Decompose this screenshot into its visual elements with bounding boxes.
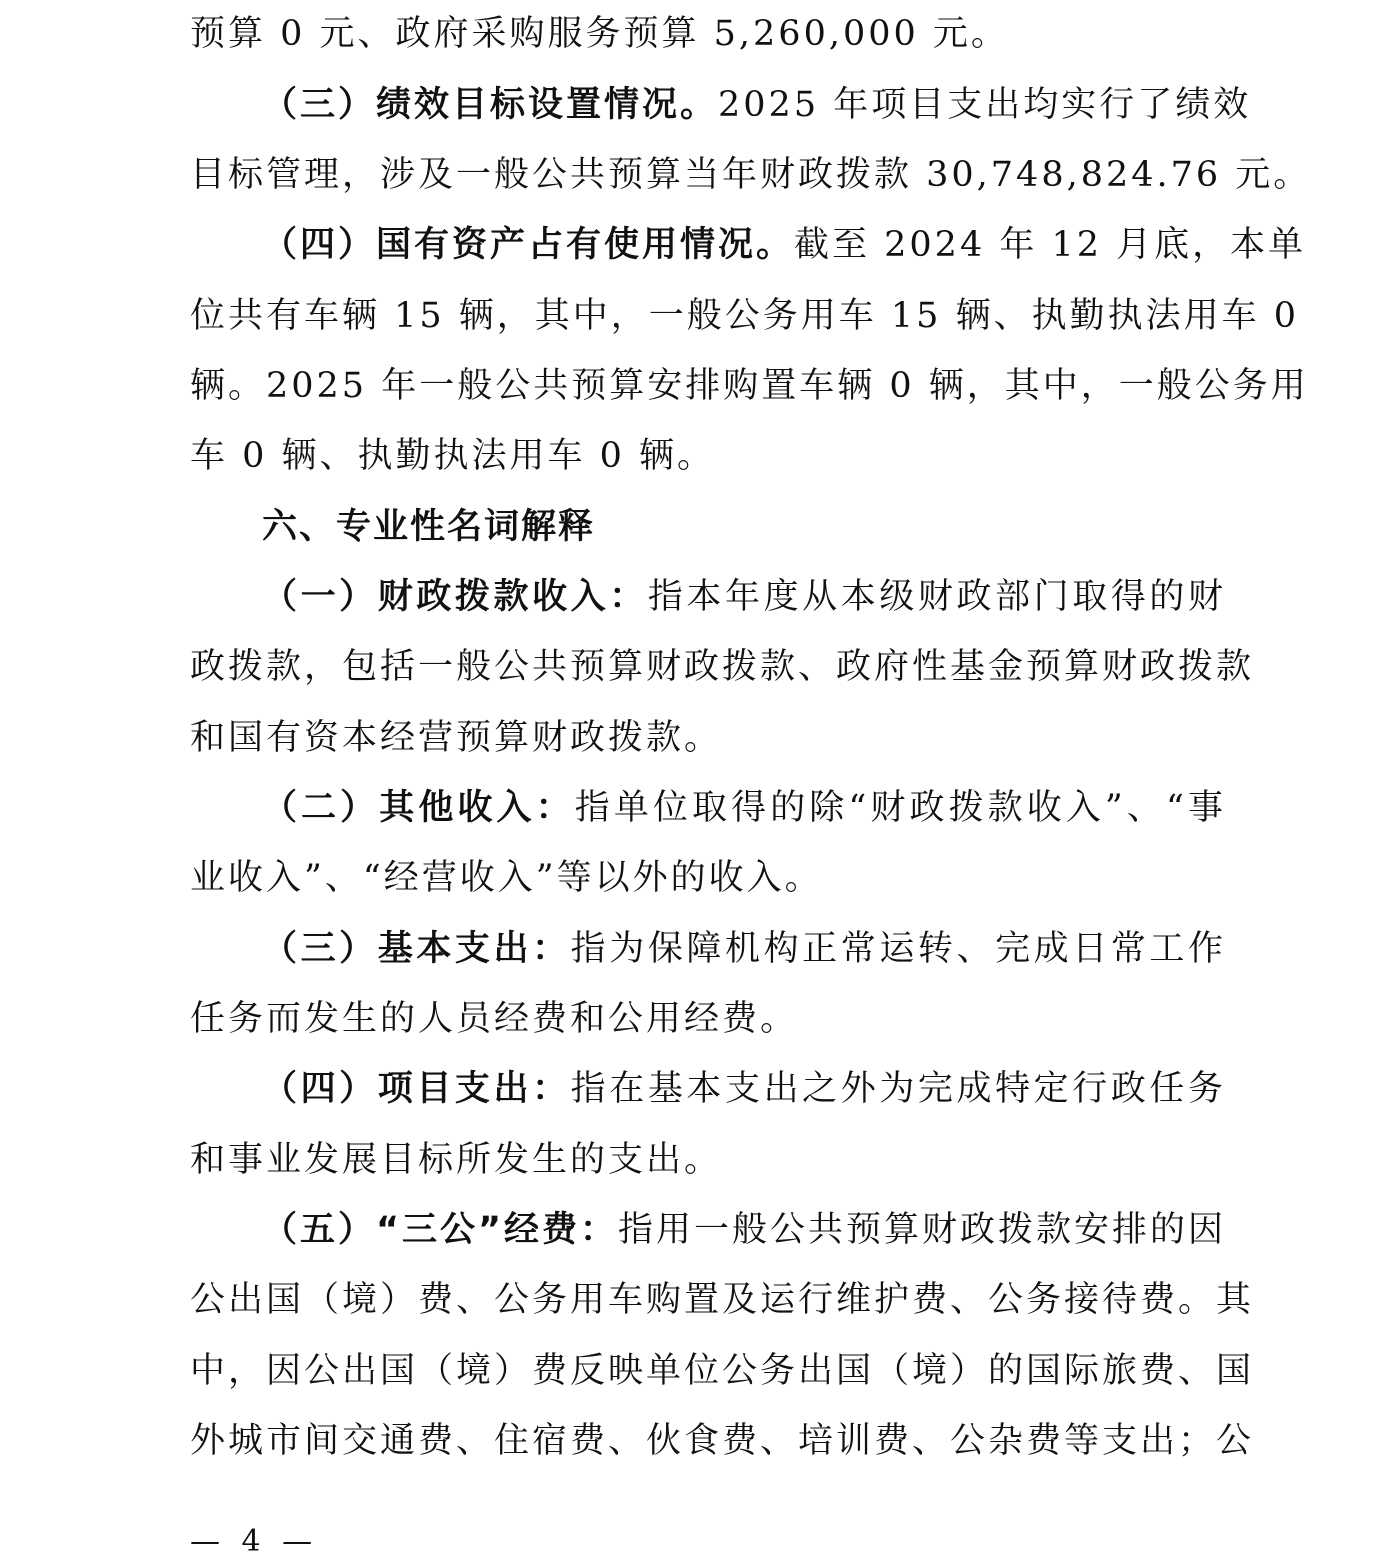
line-text: 中，因公出国（境）费反映单位公务出国（境）的国际旅费、国 bbox=[190, 1351, 1255, 1391]
body-line-11 bbox=[190, 716, 1226, 760]
line-text: 政拨款，包括一般公共预算财政拨款、政府性基金预算财政拨款 bbox=[190, 647, 1255, 687]
body-line-20 bbox=[190, 1349, 1255, 1393]
body-line-1 bbox=[190, 12, 1226, 56]
body-line-4 bbox=[190, 223, 1307, 267]
body-line-12 bbox=[190, 786, 1226, 830]
body-line-9 bbox=[190, 575, 1226, 619]
line-text: 截至 2024 年 12 月底，本单 bbox=[794, 225, 1307, 265]
line-text: 指为保障机构正常运转、完成日常工作 bbox=[570, 929, 1226, 969]
line-text: 位共有车辆 15 辆，其中，一般公务用车 15 辆、执勤执法用车 0 bbox=[190, 296, 1299, 336]
body-line-2 bbox=[190, 83, 1252, 127]
term-title: （三）基本支出： bbox=[262, 929, 571, 969]
body-line-17 bbox=[190, 1138, 1226, 1182]
line-text: 指用一般公共预算财政拨款安排的因 bbox=[618, 1210, 1227, 1250]
line-text: 车 0 辆、执勤执法用车 0 辆。 bbox=[190, 436, 716, 476]
term-title: （二）其他收入： bbox=[262, 788, 575, 828]
subsection-title: （四）国有资产占有使用情况。 bbox=[262, 225, 795, 265]
body-line-3 bbox=[190, 153, 1312, 197]
line-text: 公出国（境）费、公务用车购置及运行维护费、公务接待费。其 bbox=[190, 1280, 1255, 1320]
body-line-13 bbox=[190, 856, 1226, 900]
body-line-6 bbox=[190, 364, 1309, 408]
body-line-18 bbox=[190, 1208, 1226, 1252]
line-text: 业收入”、“经营收入”等以外的收入。 bbox=[190, 858, 823, 898]
body-line-5 bbox=[190, 294, 1299, 338]
line-text: 任务而发生的人员经费和公用经费。 bbox=[190, 999, 799, 1039]
page-number: — 4 — bbox=[190, 1524, 319, 1559]
body-line-21 bbox=[190, 1419, 1255, 1463]
body-line-14 bbox=[190, 927, 1226, 971]
line-text: 预算 0 元、政府采购服务预算 5,260,000 元。 bbox=[190, 14, 1009, 54]
line-text: 指单位取得的除“财政拨款收入”、“事 bbox=[574, 788, 1226, 828]
term-title: （五）“三公”经费： bbox=[262, 1210, 619, 1250]
line-text: 和国有资本经营预算财政拨款。 bbox=[190, 718, 723, 758]
body-line-15 bbox=[190, 997, 1226, 1041]
line-text: 目标管理，涉及一般公共预算当年财政拨款 30,748,824.76 元。 bbox=[190, 155, 1312, 195]
body-line-7 bbox=[190, 434, 1226, 478]
line-text: 指在基本支出之外为完成特定行政任务 bbox=[570, 1069, 1226, 1109]
body-line-16 bbox=[190, 1067, 1226, 1111]
line-text: 外城市间交通费、住宿费、伙食费、培训费、公杂费等支出；公 bbox=[190, 1421, 1255, 1461]
line-text: 和事业发展目标所发生的支出。 bbox=[190, 1140, 723, 1180]
subsection-title: （三）绩效目标设置情况。 bbox=[262, 85, 719, 125]
body-line-19 bbox=[190, 1278, 1255, 1322]
line-text: 2025 年项目支出均实行了绩效 bbox=[718, 85, 1252, 125]
line-text: 指本年度从本级财政部门取得的财 bbox=[647, 577, 1226, 617]
body-line-10 bbox=[190, 645, 1255, 689]
term-title: （一）财政拨款收入： bbox=[262, 577, 648, 617]
section-heading: 六、专业性名词解释 bbox=[262, 507, 596, 547]
term-title: （四）项目支出： bbox=[262, 1069, 571, 1109]
line-text: 辆。2025 年一般公共预算安排购置车辆 0 辆，其中，一般公务用 bbox=[190, 366, 1309, 406]
